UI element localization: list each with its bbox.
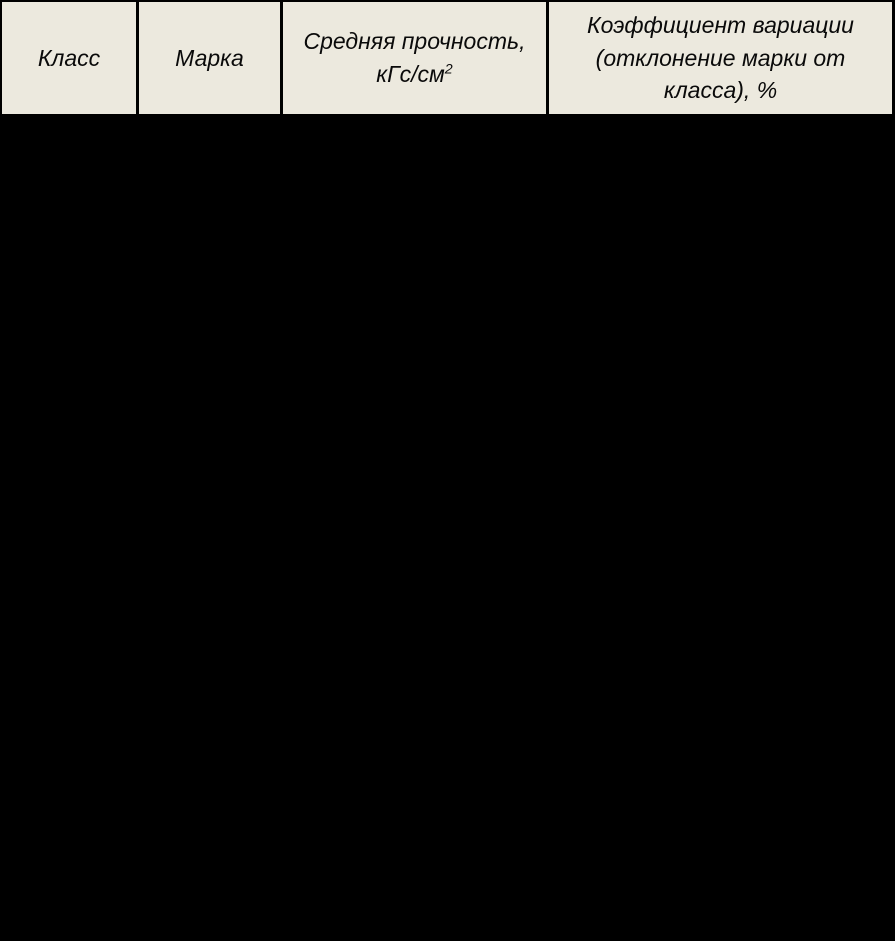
table-header-row xyxy=(0,0,895,118)
header-cell-class xyxy=(2,2,139,114)
header-label-variation: Коэффициент вариации (отклонение марки от класса), % xyxy=(587,12,854,104)
header-label-strength-line2: кГс/см xyxy=(376,61,445,87)
header-cell-variation xyxy=(549,2,892,114)
header-label-strength xyxy=(304,25,526,90)
header-label-strength-line1: Средняя прочность, xyxy=(303,28,526,55)
header-cell-strength xyxy=(283,2,549,114)
header-label-class: Класс xyxy=(37,44,101,71)
header-label-mark: Марка xyxy=(175,44,244,71)
header-label-strength-superscript: 2 xyxy=(444,61,453,78)
header-cell-mark xyxy=(139,2,283,114)
table-body-blank xyxy=(0,118,895,941)
